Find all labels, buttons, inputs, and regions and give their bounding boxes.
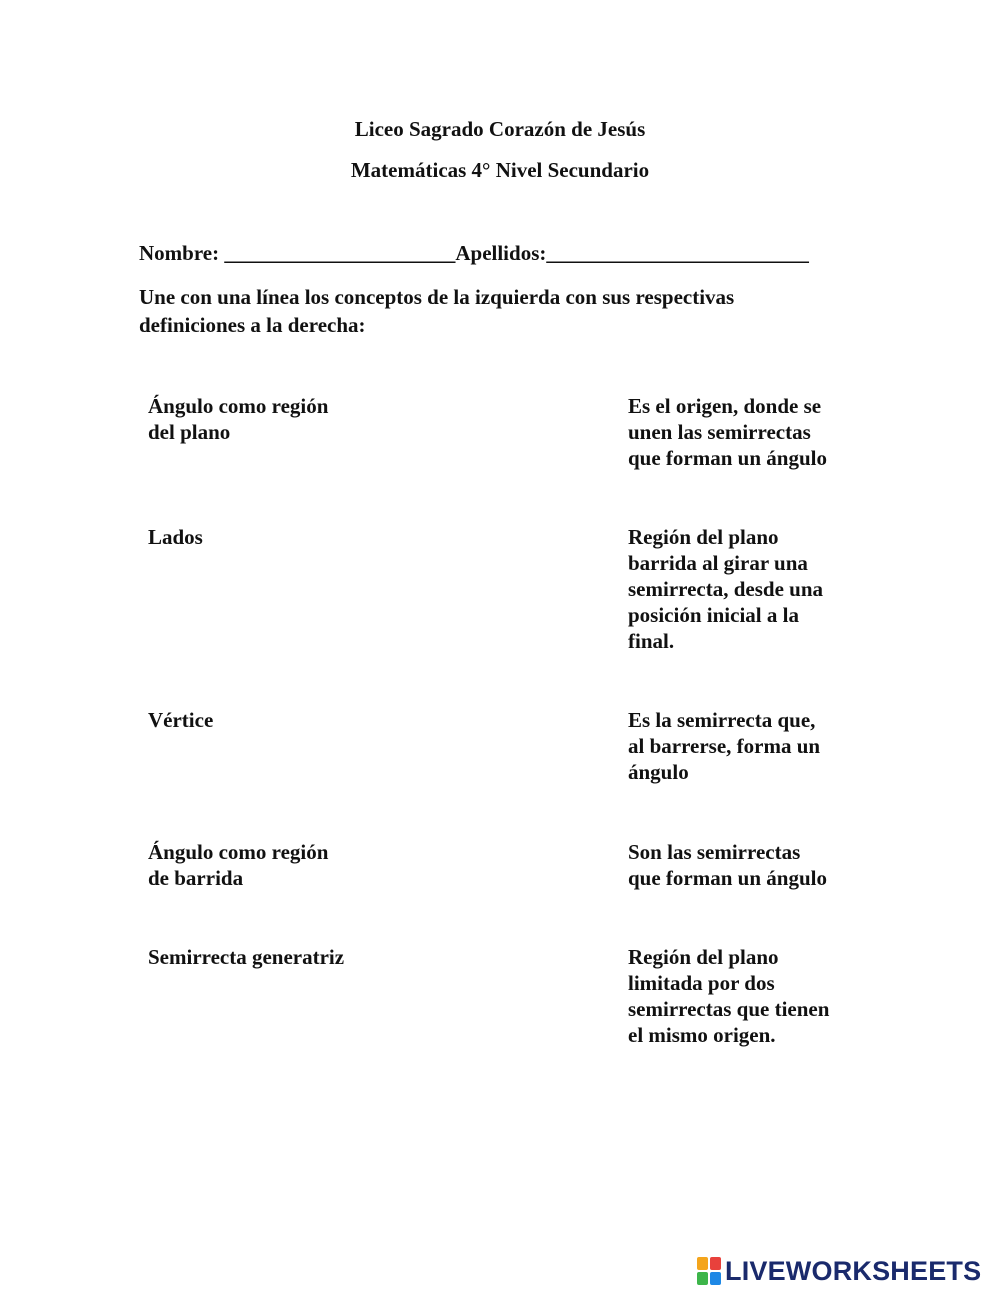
definition-item[interactable] bbox=[628, 839, 868, 891]
definition-line: Región del plano bbox=[628, 525, 779, 549]
subject-title: Matemáticas 4° Nivel Secundario bbox=[350, 158, 650, 182]
logo-square-icon bbox=[710, 1257, 721, 1270]
definition-line: Región del plano bbox=[628, 945, 779, 969]
concept-item[interactable] bbox=[148, 393, 408, 445]
definition-item[interactable] bbox=[628, 524, 868, 654]
instructions bbox=[139, 283, 859, 339]
definition-item[interactable] bbox=[628, 707, 868, 785]
school-name: Liceo Sagrado Corazón de Jesús bbox=[354, 117, 646, 141]
logo-square-icon bbox=[710, 1272, 721, 1285]
logo-mark-icon bbox=[697, 1257, 721, 1285]
name-label: Nombre: ______________________ bbox=[139, 241, 456, 265]
definition-line: limitada por dos bbox=[628, 971, 775, 995]
concept-line: de barrida bbox=[148, 866, 244, 890]
logo-square-icon bbox=[697, 1257, 708, 1270]
concept-line: Semirrecta generatriz bbox=[148, 945, 345, 969]
definition-line: posición inicial a la bbox=[628, 603, 799, 627]
definition-line: Es el origen, donde se bbox=[628, 394, 822, 418]
definition-line: Son las semirrectas bbox=[628, 840, 801, 864]
concept-line: Vértice bbox=[148, 708, 214, 732]
concept-item[interactable] bbox=[148, 707, 408, 733]
definition-line: ángulo bbox=[628, 760, 689, 784]
concept-item[interactable] bbox=[148, 839, 408, 891]
concept-line: del plano bbox=[148, 420, 231, 444]
definition-line: al barrerse, forma un bbox=[628, 734, 821, 758]
instructions-line: definiciones a la derecha: bbox=[139, 313, 366, 337]
definition-line: barrida al girar una bbox=[628, 551, 808, 575]
definition-line: que forman un ángulo bbox=[628, 446, 827, 470]
definition-item[interactable] bbox=[628, 393, 868, 471]
concept-item[interactable] bbox=[148, 944, 408, 970]
instructions-line: Une con una línea los conceptos de la izquierda con sus respectivas bbox=[139, 285, 735, 309]
concept-line: Ángulo como región bbox=[148, 840, 329, 864]
definition-line: final. bbox=[628, 629, 675, 653]
concept-item[interactable] bbox=[148, 524, 408, 550]
name-fields bbox=[139, 241, 809, 266]
definition-line: unen las semirrectas bbox=[628, 420, 811, 444]
surname-label: Apellidos:_________________________ bbox=[455, 241, 809, 265]
concept-line: Ángulo como región bbox=[148, 394, 329, 418]
definition-item[interactable] bbox=[628, 944, 868, 1048]
definition-line: que forman un ángulo bbox=[628, 866, 827, 890]
definition-line: el mismo origen. bbox=[628, 1023, 776, 1047]
logo-text: LIVEWORKSHEETS bbox=[725, 1255, 982, 1286]
definition-line: semirrectas que tienen bbox=[628, 997, 830, 1021]
logo-square-icon bbox=[697, 1272, 708, 1285]
concept-line: Lados bbox=[148, 525, 203, 549]
liveworksheets-logo bbox=[697, 1254, 981, 1288]
definition-line: semirrecta, desde una bbox=[628, 577, 823, 601]
definition-line: Es la semirrecta que, bbox=[628, 708, 816, 732]
